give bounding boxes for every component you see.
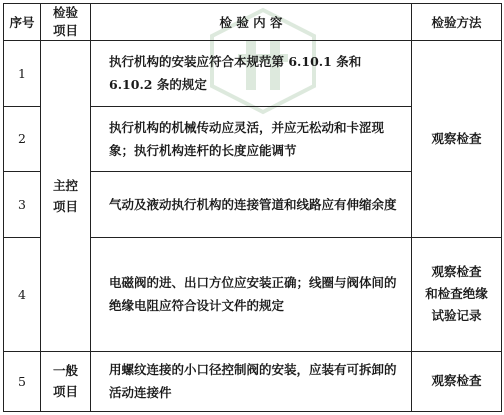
row-seq: 5 [4, 351, 41, 411]
row-content: 执行机构的机械传动应灵活，并应无松动和卡涩现象；执行机构连杆的长度应能调节 [91, 106, 412, 172]
row-content: 气动及液动执行机构的连接管道和线路应有伸缩余度 [91, 172, 412, 238]
row-method: 观察检查 [412, 351, 502, 411]
row-seq: 4 [4, 237, 41, 351]
group-main [41, 41, 91, 352]
group-general [41, 351, 91, 411]
method-line: 和检查绝缘 [425, 286, 488, 302]
row-content: 执行机构的安装应符合本规范第 6.10.1 条和 6.10.2 条的规定 [91, 41, 412, 107]
method-line: 观察检查 [431, 264, 482, 280]
header-item-line: 项目 [52, 23, 78, 38]
group-general-line: 项目 [52, 384, 78, 400]
row-method [412, 237, 502, 351]
inspection-table [3, 3, 502, 412]
group-main-line: 项目 [52, 198, 78, 214]
table-row [4, 41, 502, 107]
row-method: 观察检查 [412, 41, 502, 238]
header-item [41, 4, 91, 41]
row-seq: 3 [4, 172, 41, 238]
method-line: 试验记录 [431, 308, 482, 324]
row-seq: 2 [4, 106, 41, 172]
row-content: 电磁阀的进、出口方位应安装正确；线圈与阀体间的绝缘电阻应符合设计文件的规定 [91, 237, 412, 351]
table-header-row [4, 4, 502, 41]
row-content: 用螺纹连接的小口径控制阀的安装，应装有可拆卸的活动连接件 [91, 351, 412, 411]
header-method: 检验方法 [412, 4, 502, 41]
row-seq: 1 [4, 41, 41, 107]
header-content: 检 验 内 容 [91, 4, 412, 41]
group-general-line: 一般 [52, 363, 78, 379]
header-item-line: 检验 [52, 5, 78, 20]
table-row [4, 351, 502, 411]
group-main-line: 主控 [52, 177, 78, 193]
header-seq: 序号 [4, 4, 41, 41]
